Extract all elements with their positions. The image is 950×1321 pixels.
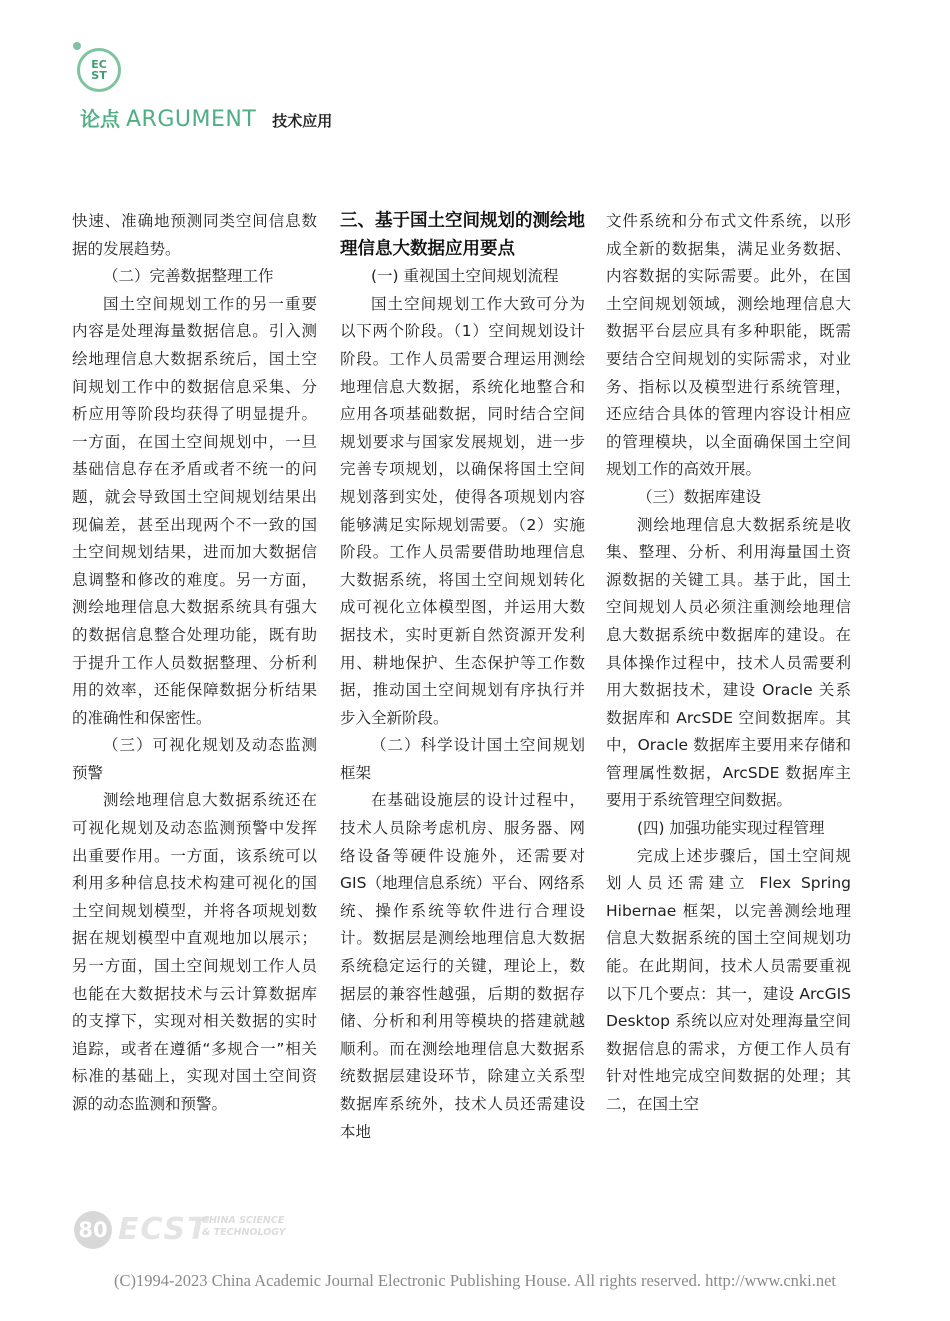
body-paragraph: 国土空间规划工作大致可分为以下两个阶段。（1）空间规划设计阶段。工作人员需要合理运用测绘地理信息大数据，系统化地整合和应用各项基础数据，同时结合空间规划要求与国家发展规划，进一步完善专项规划，以确保将国土空间规划落到实处，使得各项规划内容能够满足实际规划需要。（2）实施阶段。工作人员需要借助地理信息大数据系统，将国土空间规划转化成可视化立体模型图，并运用大数据技术，实时更新自然资源开发利用、耕地保护、生态保护等工作数据，推动国土空间规划有序执行并步入全新阶段。 — [340, 294, 585, 727]
subsection-heading: （三）数据库建设 — [637, 487, 762, 506]
logo-accent-dot — [73, 42, 81, 50]
body-paragraph: 国土空间规划工作的另一重要内容是处理海量数据信息。引入测绘地理信息大数据系统后，国土空间规划工作中的数据信息采集、分析应用等阶段均获得了明显提升。一方面，在国土空间规划中，一旦基础信息存在矛盾或者不统一的问题，就会导致国土空间规划结果出现偏差，甚至出现两个不一致的国土空间规划结果，进而加大数据信息调整和修改的难度。另一方面，测绘地理信息大数据系统具有强大的数据信息整合处理功能，既有助于提升工作人员数据整理、分析利用的效率，还能保障数据分析结果的准确性和保密性。 — [72, 294, 317, 727]
column-name-cn: 论点 — [80, 107, 120, 131]
journal-logo — [77, 48, 121, 92]
body-paragraph: 完成上述步骤后，国土空间规划人员还需建立 Flex Spring Hibernae 框架，以完善测绘地理信息大数据系统的国土空间规划功能。在此期间，技术人员需要重视以下几个要点：其一，建设 ArcGIS Desktop 系统以应对处理海量空间数据信息的需求，方便工作人员有针对性地完成空间数据的处理；其二，在国土空 — [606, 846, 851, 1113]
body-paragraph: 测绘地理信息大数据系统是收集、整理、分析、利用海量国土资源数据的关键工具。基于此，国土空间规划人员必须注重测绘地理信息大数据系统中数据库的建设。在具体操作过程中，技术人员需要利用大数据技术，建设 Oracle 关系数据库和 ArcSDE 空间数据库。其中，Oracle 数据库主要用来存储和管理属性数据，ArcSDE 数据库主要用于系统管理空间数据。 — [606, 515, 851, 810]
page-header — [80, 103, 332, 132]
subsection-heading: （三）可视化规划及动态监测预警 — [72, 736, 317, 782]
footer-brand-subtitle-line-1: CHINA SCIENCE — [202, 1215, 285, 1226]
subsection-heading: (一) 重视国土空间规划流程 — [371, 267, 559, 286]
column-name-en: ARGUMENT — [126, 107, 257, 132]
body-paragraph: 快速、准确地预测同类空间信息数据的发展趋势。 — [72, 212, 317, 258]
section-heading: 三、基于国土空间规划的测绘地理信息大数据应用要点 — [340, 211, 585, 259]
section-name: 技术应用 — [272, 112, 333, 130]
page-number: 80 — [74, 1211, 112, 1249]
body-paragraph: 测绘地理信息大数据系统还在可视化规划及动态监测预警中发挥出重要作用。一方面，该系统可以利用多种信息技术构建可视化的国土空间规划模型，并将各项规划数据在规划模型中直观地加以展示；另一方面，国土空间规划工作人员也能在大数据技术与云计算数据库的支撑下，实现对相关数据的实时追踪，或者在遵循“多规合一”相关标准的基础上，实现对国土空间资源的动态监测和预警。 — [72, 791, 317, 1113]
footer-brand-subtitle — [202, 1215, 312, 1239]
body-paragraph: 文件系统和分布式文件系统，以形成全新的数据集，满足业务数据、内容数据的实际需要。此外，在国土空间规划领域，测绘地理信息大数据平台层应具有多种职能，既需要结合空间规划的实际需求，对业务、指标以及模型进行系统管理，还应结合具体的管理内容设计相应的管理模块，以全面确保国土空间规划工作的高效开展。 — [606, 212, 851, 479]
text-column-3 — [606, 208, 851, 1119]
text-column-1 — [72, 208, 317, 1119]
footer-brand-subtitle-line-2: & TECHNOLOGY — [202, 1227, 286, 1238]
text-column-2 — [340, 208, 585, 1146]
logo-text-bottom: ST — [91, 69, 107, 82]
copyright-notice: (C)1994-2023 China Academic Journal Electronic Publishing House. All rights reserved. http://www.cnki.net — [113, 1271, 837, 1290]
subsection-heading: （二）完善数据整理工作 — [103, 267, 274, 286]
body-paragraph: 在基础设施层的设计过程中，技术人员除考虑机房、服务器、网络设备等硬件设施外，还需要对 GIS（地理信息系统）平台、网络系统、操作系统等软件进行合理设计。数据层是测绘地理信息大数据系统稳定运行的关键，理论上，数据层的兼容性越强，后期的数据存储、分析和利用等模块的搭建就越顺利。而在测绘地理信息大数据系统数据层建设环节，除建立关系型数据库系统外，技术人员还需建设本地 — [340, 791, 585, 1141]
subsection-heading: （二）科学设计国土空间规划框架 — [340, 736, 585, 782]
subsection-heading: (四) 加强功能实现过程管理 — [637, 819, 825, 838]
logo-text-top: EC — [91, 58, 107, 71]
footer-brand: ECST — [118, 1212, 210, 1247]
